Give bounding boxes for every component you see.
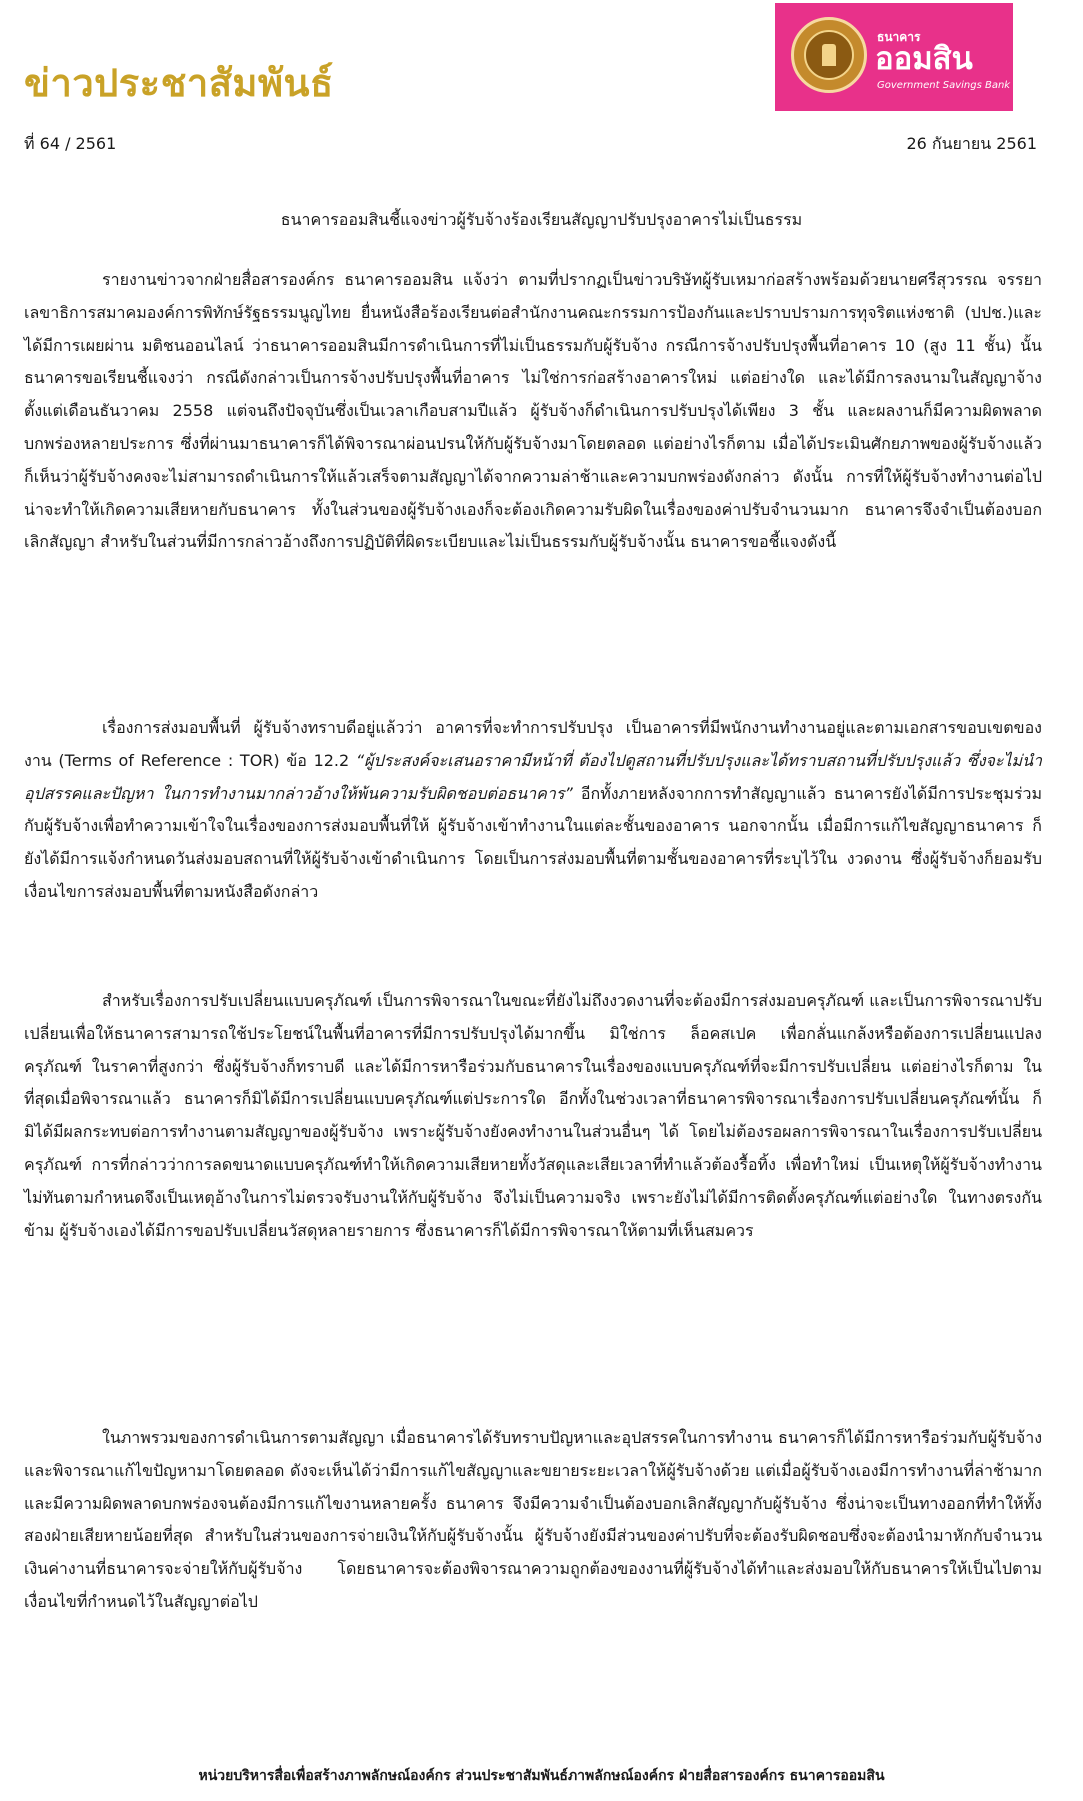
paragraph-2 [24,712,1042,909]
reference-number: ที่ 64 / 2561 [24,134,117,153]
paragraph-2-text-before: เรื่องการส่งมอบพื้นที่ ผู้รับจ้างทราบดีอยู่แล้วว่า อาคารที่จะทำการปรับปรุง เป็นอาคารที่มีพนักงานทำงานอยู่และตามเอกสารขอบเขตของงาน (Terms of Reference : TOR) ข้อ 12.2 [24,718,1042,770]
paragraph-1: รายงานข่าวจากฝ่ายสื่อสารองค์กร ธนาคารออมสิน แจ้งว่า ตามที่ปรากฏเป็นข่าวบริษัทผู้รับเหมาก่อสร้างพร้อมด้วยนายศรีสุวรรณ จรรยา เลขาธิการสมาคมองค์การพิทักษ์รัฐธรรมนูญไทย ยื่นหนังสือร้องเรียนต่อสำนักงานคณะกรรมการป้องกันและปราบปรามการทุจริตแห่งชาติ (ปปช.)และได้มีการเผยผ่าน มติชนออนไลน์ ว่าธนาคารออมสินมีการดำเนินการที่ไม่เป็นธรรมกับผู้รับจ้าง กรณีการจ้างปรับปรุงพื้นที่อาคาร 10 (สูง 11 ชั้น) นั้น ธนาคารขอเรียนชี้แจงว่า กรณีดังกล่าวเป็นการจ้างปรับปรุงพื้นที่อาคาร ไม่ใช่การก่อสร้างอาคารใหม่ แต่อย่างใด และได้มีการลงนามในสัญญาจ้างตั้งแต่เดือนธันวาคม 2558 แต่จนถึงปัจจุบันซึ่งเป็นเวลาเกือบสามปีแล้ว ผู้รับจ้างก็ดำเนินการปรับปรุงได้เพียง 3 ชั้น และผลงานก็มีความผิดพลาดบกพร่องหลายประการ ซึ่งที่ผ่านมาธนาคารก็ได้พิจารณาผ่อนปรนให้กับผู้รับจ้างมาโดยตลอด แต่อย่างไรก็ตาม เมื่อได้ประเมินศักยภาพของผู้รับจ้างแล้วก็เห็นว่าผู้รับจ้างคงจะไม่สามารถดำเนินการให้แล้วเสร็จตามสัญญาได้จากความล่าช้าและความบกพร่องดังกล่าว ดังนั้น การที่ให้ผู้รับจ้างทำงานต่อไปน่าจะทำให้เกิดความเสียหายกับธนาคาร ทั้งในส่วนของผู้รับจ้างเองก็จะต้องเกิดความรับผิดในเรื่องของค่าปรับจำนวนมาก ธนาคารจึงจำเป็นต้องบอกเลิกสัญญา สำหรับในส่วนที่มีการกล่าวอ้างถึงการปฏิบัติที่ผิดระเบียบและไม่เป็นธรรมกับผู้รับจ้างนั้น ธนาคารขอชี้แจงดังนี้ [24,270,1042,552]
paragraph-4: ในภาพรวมของการดำเนินการตามสัญญา เมื่อธนาคารได้รับทราบปัญหาและอุปสรรคในการทำงาน ธนาคารก็ได้มีการหารือร่วมกับผู้รับจ้างและพิจารณาแก้ไขปัญหามาโดยตลอด ดังจะเห็นได้ว่ามีการแก้ไขสัญญาและขยายระยะเวลาให้ผู้รับจ้างด้วย แต่เมื่อผู้รับจ้างเองมีการทำงานที่ล่าช้ามากและมีความผิดพลาดบกพร่องจนต้องมีการแก้ไขงานหลายครั้ง ธนาคาร จึงมีความจำเป็นต้องบอกเลิกสัญญากับผู้รับจ้าง ซึ่งน่าจะเป็นทางออกที่ทำให้ทั้งสองฝ่ายเสียหายน้อยที่สุด สำหรับในส่วนของการจ่ายเงินให้กับผู้รับจ้างนั้น ผู้รับจ้างยังมีส่วนของค่าปรับที่จะต้องรับผิดชอบซึ่งจะต้องนำมาหักกับจำนวนเงินค่างานที่ธนาคารจะจ่ายให้กับผู้รับจ้าง โดยธนาคารจะต้องพิจารณาความถูกต้องของงานที่ผู้รับจ้างได้ทำและส่งมอบให้กับธนาคารให้เป็นไปตามเงื่อนไขที่กำหนดไว้ในสัญญาต่อไป [24,1428,1042,1611]
reference-date: 26 กันยายน 2561 [906,134,1037,153]
logo-english-text: Government Savings Bank [877,80,1011,91]
bank-seal-icon [791,17,867,93]
tor-quote: “ผู้ประสงค์จะเสนอราคามีหน้าที่ ต้องไปดูสถานที่ปรับปรุงและได้ทราบสถานที่ปรับปรุงแล้ว ซึ่งจะไม่นำอุปสรรคและปัญหา ในการทำงานมากล่าวอ้างให้พ้นความรับผิดชอบต่อธนาคาร” [24,750,1042,803]
page-title: ข่าวประชาสัมพันธ์ [24,61,334,105]
logo-big-text: ออมสิน [875,41,973,77]
footer-credit: หน่วยบริหารสื่อเพื่อสร้างภาพลักษณ์องค์กร ส่วนประชาสัมพันธ์ภาพลักษณ์องค์กร ฝ่ายสื่อสารองค์กร ธนาคารออมสิน [198,1768,885,1784]
paragraph-2-text-after: อีกทั้งภายหลังจากการทำสัญญาแล้ว ธนาคารยังได้มีการประชุมร่วมกับผู้รับจ้างเพื่อทำความเข้าใจในเรื่องของการส่งมอบพื้นที่ให้ ผู้รับจ้างเข้าทำงานในแต่ละชั้นของอาคาร นอกจากนั้น เมื่อมีการแก้ไขสัญญาธนาคาร ก็ยังได้มีการแจ้งกำหนดวันส่งมอบสถานที่ให้ผู้รับจ้างเข้าดำเนินการ โดยเป็นการส่งมอบพื้นที่ตามชั้นของอาคารที่ระบุไว้ใน งวดงาน ซึ่งผู้รับจ้างก็ยอมรับเงื่อนไขการส่งมอบพื้นที่ตามหนังสือดังกล่าว [24,783,1043,901]
headline: ธนาคารออมสินชี้แจงข่าวผู้รับจ้างร้องเรียนสัญญาปรับปรุงอาคารไม่เป็นธรรม [280,210,803,229]
logo-small-text: ธนาคาร [877,30,921,44]
paragraph-3: สำหรับเรื่องการปรับเปลี่ยนแบบครุภัณฑ์ เป็นการพิจารณาในขณะที่ยังไม่ถึงงวดงานที่จะต้องมีการส่งมอบครุภัณฑ์ และเป็นการพิจารณาปรับเปลี่ยนเพื่อให้ธนาคารสามารถใช้ประโยชน์ในพื้นที่อาคารที่มีการปรับปรุงได้มากขึ้น มิใช่การ ล็อคสเปค เพื่อกลั่นแกล้งหรือต้องการเปลี่ยนแปลงครุภัณฑ์ ในราคาที่สูงกว่า ซึ่งผู้รับจ้างก็ทราบดี และได้มีการหารือร่วมกับธนาคารในเรื่องของแบบครุภัณฑ์ที่จะมีการปรับเปลี่ยน แต่อย่างไรก็ตาม ในที่สุดเมื่อพิจารณาแล้ว ธนาคารก็มิได้มีการเปลี่ยนแบบครุภัณฑ์แต่ประการใด อีกทั้งในช่วงเวลาที่ธนาคารพิจารณาเรื่องการปรับเปลี่ยนครุภัณฑ์นั้น ก็มิได้มีผลกระทบต่อการทำงานตามสัญญาของผู้รับจ้าง เพราะผู้รับจ้างยังคงทำงานในส่วนอื่นๆ ได้ โดยไม่ต้องรอผลการพิจารณาในเรื่องการปรับเปลี่ยนครุภัณฑ์ การที่กล่าวว่าการลดขนาดแบบครุภัณฑ์ทำให้เกิดความเสียหายทั้งวัสดุและเสียเวลาที่ทำแล้วต้องรื้อทิ้ง เพื่อทำใหม่ เป็นเหตุให้ผู้รับจ้างทำงานไม่ทันตามกำหนดจึงเป็นเหตุอ้างในการไม่ตรวจรับงานให้กับผู้รับจ้าง จึงไม่เป็นความจริง เพราะยังไม่ได้มีการติดตั้งครุภัณฑ์แต่อย่างใด ในทางตรงกันข้าม ผู้รับจ้างเองได้มีการขอปรับเปลี่ยนวัสดุหลายรายการ ซึ่งธนาคารก็ได้มีการพิจารณาให้ตามที่เห็นสมควร [24,991,1043,1240]
gsb-logo [775,3,1013,111]
